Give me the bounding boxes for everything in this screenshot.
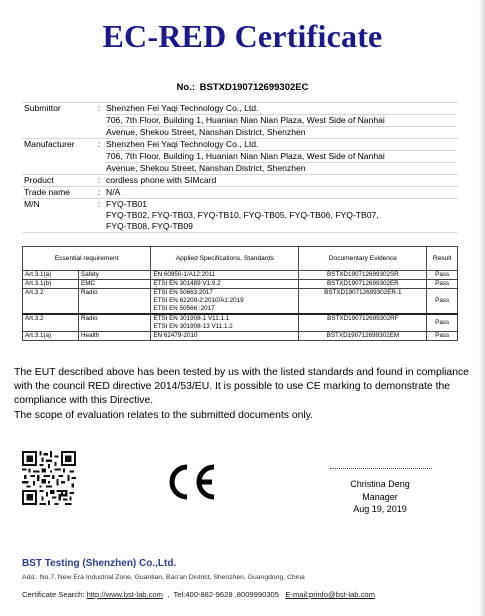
submittor-value	[104, 103, 458, 139]
evidence: BSTXD190712699302EM	[299, 332, 427, 341]
signatory-title: Manager	[362, 491, 398, 502]
submittor-line: Shenzhen Fei Yaqi Technology Co., Ltd.	[106, 103, 456, 115]
signatory-block	[312, 478, 448, 516]
submittor-label: Submittor	[22, 103, 94, 139]
trade-name-label: Trade name	[22, 187, 94, 199]
trade-name-value: N/A	[104, 187, 458, 199]
article: Art.3.1(b)	[23, 280, 79, 289]
manufacturer-value	[104, 139, 458, 175]
spec-line: ETSI EN 301908-1 V11.1.1	[153, 315, 230, 322]
manufacturer-line: Shenzhen Fei Yaqi Technology Co., Ltd.	[106, 139, 456, 151]
telephone: Tel:400-882-9628 ,8009990305	[173, 590, 279, 599]
signature-date: Aug 19, 2019	[353, 504, 407, 515]
product-row	[22, 175, 458, 187]
model-number-value	[104, 199, 458, 233]
statement-paragraph: The EUT described above has been tested by us with the listed standards and found in compliance with the council RED directive 2014/53/EU. It is possible to use CE marking to demonstrate the compliance with this Directive.	[14, 367, 469, 407]
category: Safety	[79, 271, 151, 280]
issuer-address: Add.: No.7, New Era Industrial Zone, Guantian, Bao'an District, Shenzhen, Guangdong, China	[22, 574, 305, 581]
colon: :	[94, 187, 104, 199]
spec-line: ETSI EN 50566 :2017	[153, 305, 215, 312]
result-row	[23, 271, 458, 280]
model-number-row	[22, 199, 458, 233]
specs	[151, 289, 299, 315]
issuer-company-name: BST Testing (Shenzhen) Co.,Ltd.	[22, 558, 177, 569]
spec-line: EN 60950-1/A12:2011	[153, 271, 216, 278]
category: Radio	[79, 289, 151, 315]
manufacturer-row	[22, 139, 458, 175]
result-row	[23, 314, 458, 332]
applicant-info-table	[22, 102, 458, 233]
certificate-title: EC-RED Certificate	[102, 18, 383, 54]
evidence: BSTXD190712699302RF	[299, 314, 427, 332]
submittor-line: Avenue, Shekou Street, Nanshan District, Shenzhen	[106, 127, 306, 137]
model-line: FYQ-TB01	[106, 199, 148, 209]
spec-line: ETSI EN 62209-2:2010/A1:2019	[153, 297, 244, 304]
model-line: FYQ-TB08, FYQ-TB09	[106, 221, 193, 231]
manufacturer-line: Avenue, Shekou Street, Nanshan District, Shenzhen	[106, 163, 306, 173]
article: Art.3.1(a)	[23, 332, 79, 341]
model-line: FYQ-TB02, FYQ-TB03, FYQ-TB10, FYQ-TB05, FYQ-TB06, FYQ-TB07,	[106, 210, 379, 220]
spec-line: ETSI EN 50663:2017	[153, 289, 213, 296]
ce-mark-icon	[166, 462, 218, 502]
header-result: Result	[427, 247, 458, 271]
compliance-statement	[14, 366, 474, 423]
search-url-link[interactable]: http://www.bst-lab.com	[86, 590, 163, 599]
specs	[151, 314, 299, 332]
category: Health	[79, 332, 151, 341]
colon: :	[94, 175, 104, 187]
scope-paragraph: The scope of evaluation relates to the submitted documents only.	[14, 409, 313, 421]
result-row	[23, 289, 458, 315]
specs	[151, 280, 299, 289]
result: Pass	[427, 332, 458, 341]
specs	[151, 332, 299, 341]
result: Pass	[427, 271, 458, 280]
specs	[151, 271, 299, 280]
colon: :	[94, 199, 104, 233]
certificate-number	[0, 82, 485, 93]
test-results-table	[22, 246, 458, 341]
header-evidence: Documentary Evidence	[299, 247, 427, 271]
spec-line: ETSI EN 301908-13 V11.1.2	[153, 323, 233, 330]
evidence: BSTXD190712699302SR	[299, 271, 427, 280]
result: Pass	[427, 314, 458, 332]
header-specs: Applied Specifications, Standards	[151, 247, 299, 271]
result-row	[23, 280, 458, 289]
category: Radio	[79, 314, 151, 332]
product-value: cordless phone with SIMcard	[104, 175, 458, 187]
category: EMC	[79, 280, 151, 289]
colon: :	[94, 103, 104, 139]
spec-line: ETSI EN 301489 V1.9.2	[153, 280, 221, 287]
header-essential: Essential requirement	[23, 247, 151, 271]
colon: :	[94, 139, 104, 175]
evidence: BSTXD190712699302ER-1	[299, 289, 427, 315]
evidence: BSTXD190712699302ER	[299, 280, 427, 289]
signatory-name: Christina Deng	[350, 479, 410, 489]
results-header-row	[23, 247, 458, 271]
submittor-line: 706, 7th Floor, Building 1, Huanian Nian Nian Plaza, West Side of Nanhai	[106, 115, 456, 127]
qr-code-icon	[22, 451, 76, 505]
trade-name-row	[22, 187, 458, 199]
certificate-number-value: BSTXD190712699302EC	[199, 82, 309, 93]
article: Art.3.1(a)	[23, 271, 79, 280]
spec-line: EN 62479-2010	[153, 332, 198, 339]
model-number-label: M/N	[22, 199, 94, 233]
result: Pass	[427, 280, 458, 289]
manufacturer-label: Manufacturer	[22, 139, 94, 175]
signature-line	[330, 468, 432, 469]
article: Art.3.2	[23, 314, 79, 332]
result-row	[23, 332, 458, 341]
manufacturer-line: 706, 7th Floor, Building 1, Huanian Nian Nian Plaza, West Side of Nanhai	[106, 151, 456, 163]
submittor-row	[22, 103, 458, 139]
result: Pass	[427, 289, 458, 315]
email-link[interactable]: E-mail:prinfo@bst-lab.com	[285, 590, 375, 599]
certificate-search: Certificate Search: http://www.bst-lab.com , Tel:400-882-9628 ,8009990305 E-mail:prinfo@bst-lab.com	[22, 590, 375, 599]
certificate-number-label: No.:	[176, 82, 196, 93]
product-label: Product	[22, 175, 94, 187]
article: Art.3.2	[23, 289, 79, 315]
search-label: Certificate Search:	[22, 590, 85, 599]
